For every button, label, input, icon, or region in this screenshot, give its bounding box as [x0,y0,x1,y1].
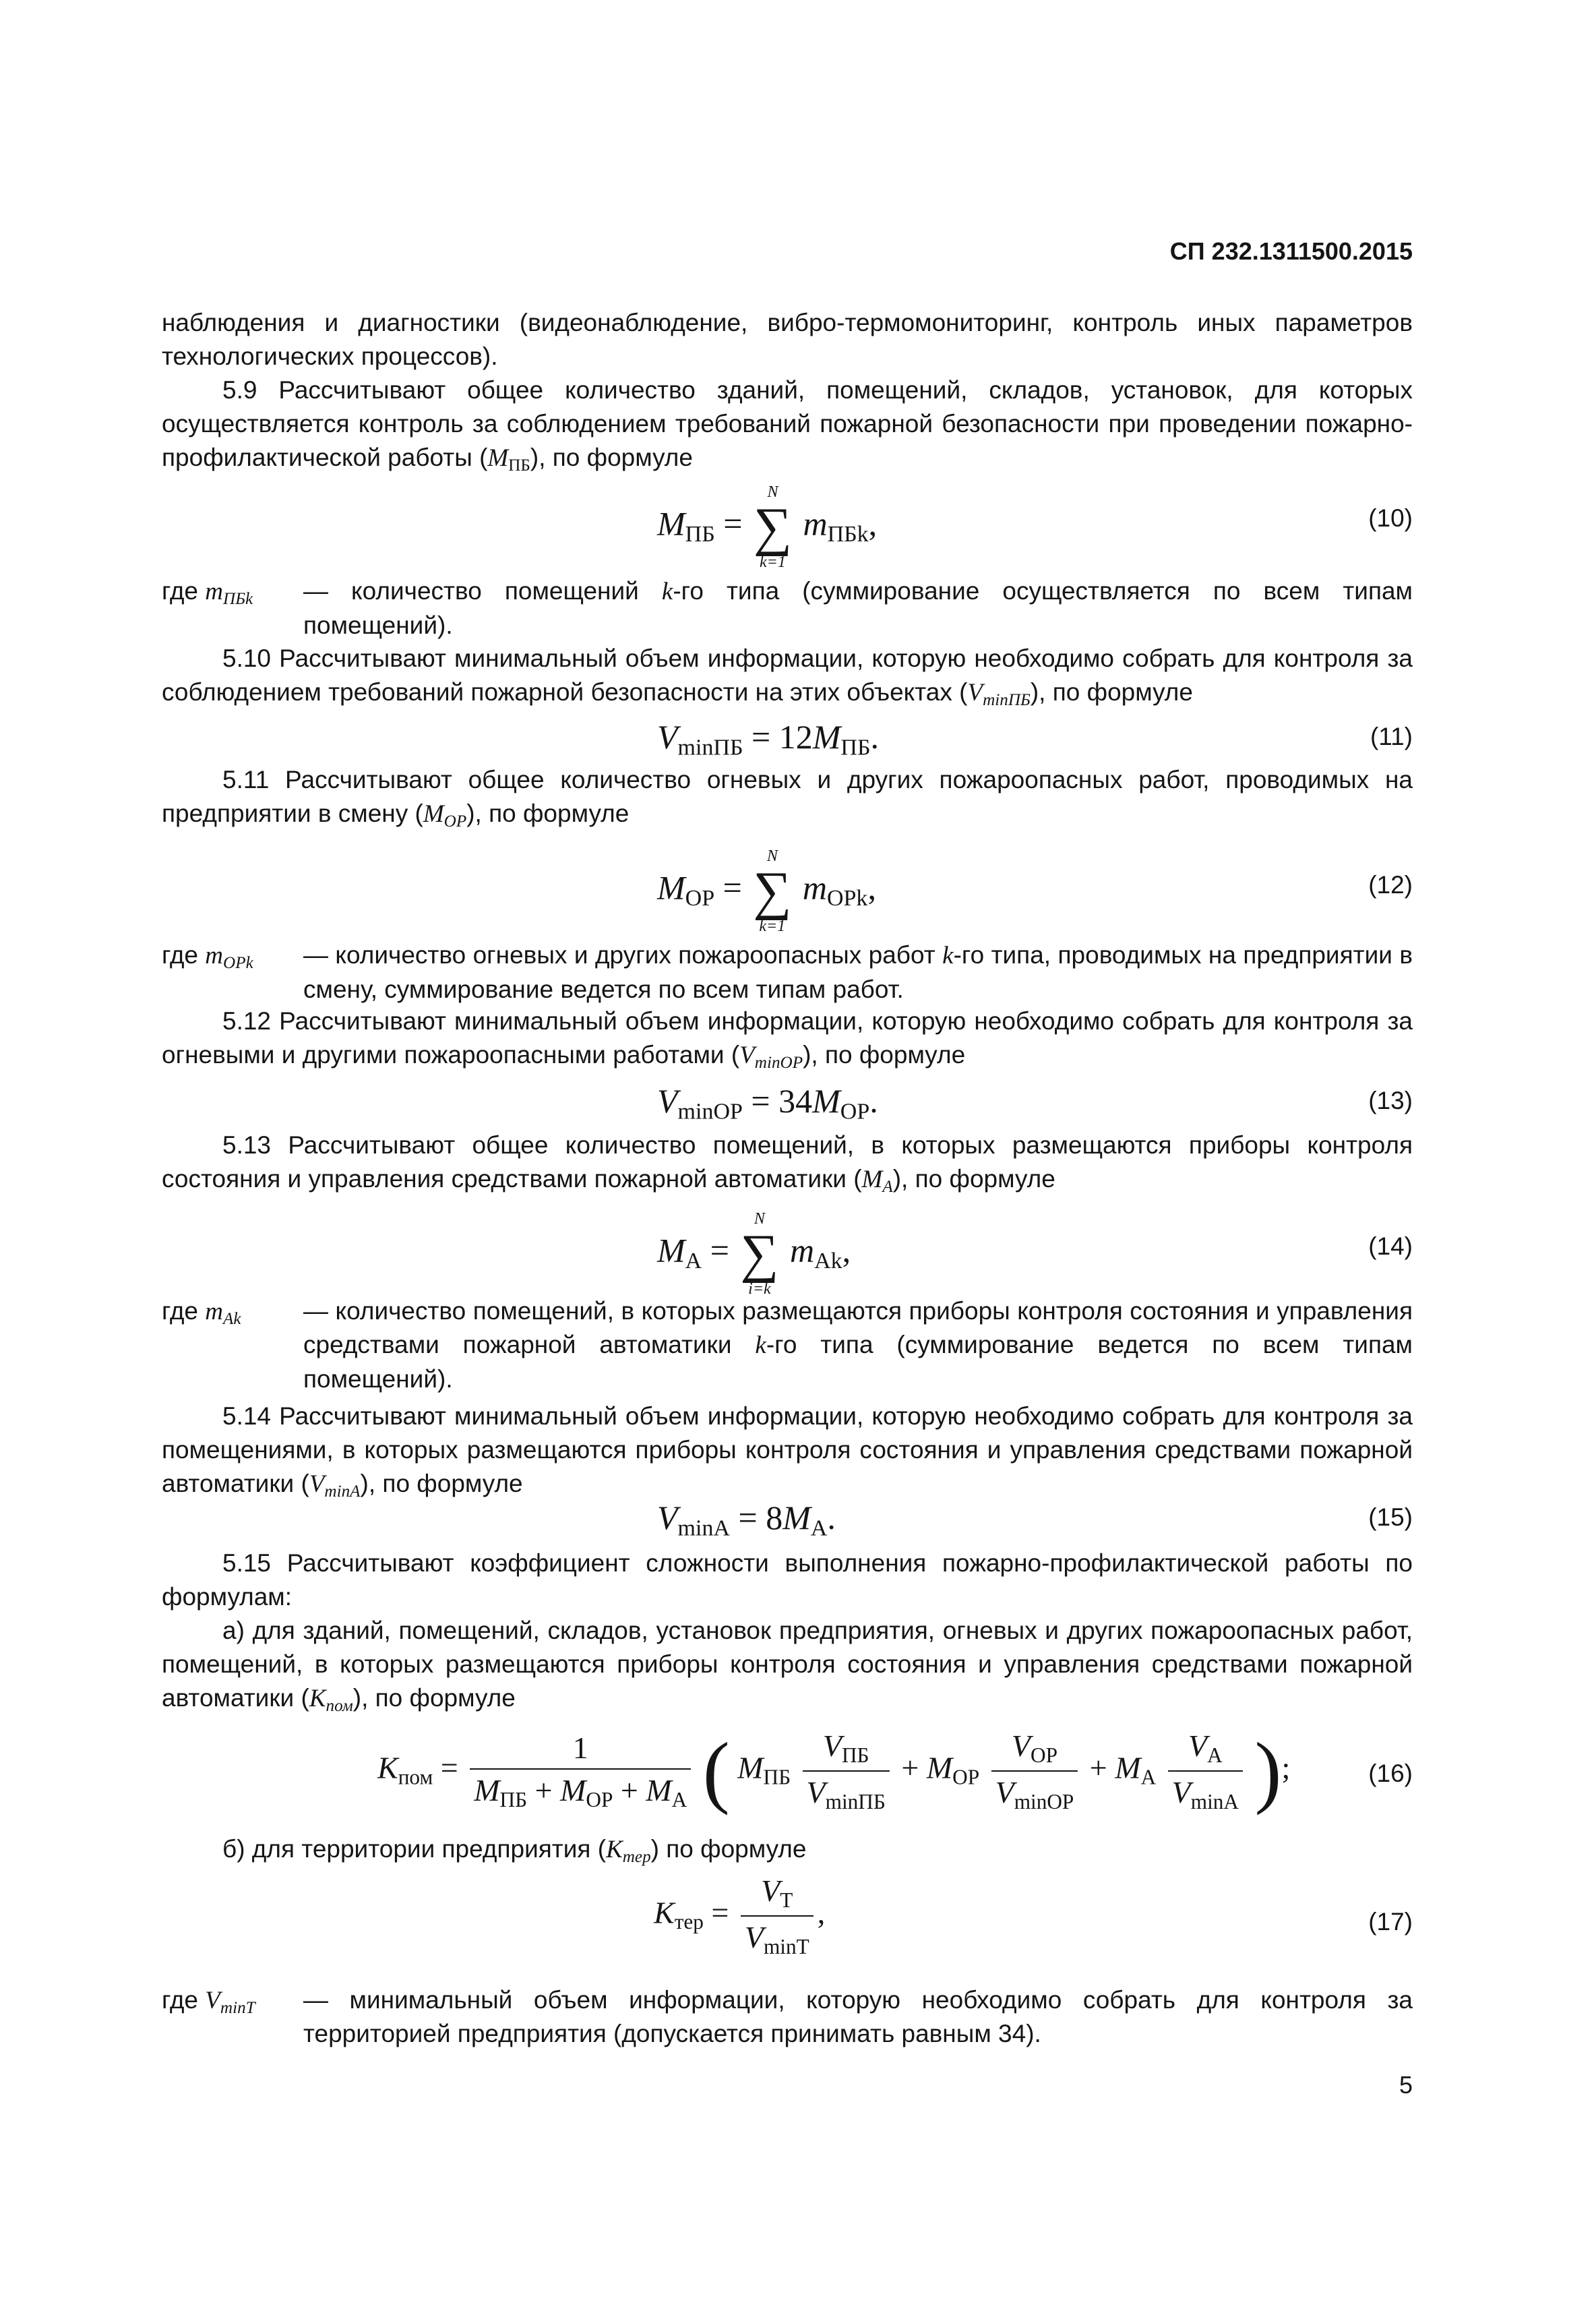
eq-number-17: (17) [1368,1908,1413,1935]
paragraph-5-14: 5.14 Рассчитывают минимальный объем информации, которую необходимо собрать для контроля за помещениями, в которых размещаются приборы контроля состояния и управления средствами пожарной автоматики $(V_{minА})$, по формуле [162,1402,1413,1501]
fraction-op: $\frac{V_{ОР}}{V_{minОР}}$ [991,1728,1078,1814]
sum-symbol: N ∑ k=1 [753,847,792,935]
fraction-a: $\frac{V_А}{V_{minА}}$ [1168,1728,1243,1814]
paragraph-5-10: 5.10 Рассчитывают минимальный объем информации, которую необходимо собрать для контроля за соблюдением требований пожарной безопасности на этих объектах $(V_{minПБ})$, по формуле [162,644,1413,710]
formula-12: $M_{ОР}$ = N ∑ k=1 $m_{ОРk}$, [657,847,876,935]
eq-number-16: (16) [1368,1760,1413,1787]
sum-symbol: N ∑ i=k [740,1210,779,1298]
paragraph-5-13: 5.13 Рассчитывают общее количество помещений, в которых размещаются приборы контроля состояния и управления средствами пожарной автоматики $(M_А)$, по формуле [162,1131,1413,1197]
definition-10: где $m_{ПБk}$ — количество помещений k-го типа (суммирование осуществляется по всем типам помещений). [162,577,1413,639]
formula-10: $M_{ПБ}$ = N ∑ k=1 $m_{ПБk}$, [657,483,878,571]
paragraph-5-15-b: б) для территории предприятия $(K_{тер})$ по формуле [222,1835,807,1867]
eq-number-10: (10) [1368,504,1413,532]
paragraph-5-15-a: а) для зданий, помещений, складов, установок предприятия, огневых и других пожароопасных работ, помещений, в которых размещаются приборы контроля состояния и управления средствами пожарной автоматики $(K_{пом})$, по формуле [162,1617,1413,1716]
formula-11: $V_{minПБ} = 12M_{ПБ}$. [657,718,879,760]
formula-17: $K_{тер}$ = $\frac{V_Т}{V_{minТ}}$ , [654,1873,826,1958]
paragraph-5-11: 5.11 Рассчитывают общее количество огневых и других пожароопасных работ, проводимых на предприятии в смену $(M_{ОР})$, по формуле [162,766,1413,831]
fraction-pb: $\frac{V_{ПБ}}{V_{minПБ}}$ [803,1728,890,1814]
paragraph-5-12: 5.12 Рассчитывают минимальный объем информации, которую необходимо собрать для контроля за огневыми и другими пожароопасными работами $(V_{minОР})$, по формуле [162,1007,1413,1073]
fraction-coefficient: $\frac{1}{M_{ПБ} + M_{ОР} + M_А}$ [470,1730,691,1812]
formula-16: $K_{пом}$ = $\frac{1}{M_{ПБ} + M_{ОР} + M_А}$ ( $M_{ПБ}$ $\frac{V_{ПБ}}{V_{minПБ}}$ + $M_{ОР}$ $\frac{V_{ОР}}{V_{minОР}}$ + $M_А$ $\frac{V_А}{V_{minА}}$ ); [377,1726,1291,1815]
p59-text: 5.9 Рассчитывают общее количество зданий, помещений, складов, установок, для которых осуществляется контроль за соблюдением требований пожарной безопасности при проведении пожарно-профилактической работы ( [162,376,1413,471]
paragraph-5-9 [162,373,1413,483]
page-number: 5 [1399,2071,1413,2099]
eq-number-14: (14) [1368,1232,1413,1260]
definition-12: где $m_{ОРk}$ — количество огневых и других пожароопасных работ k-го типа, проводимых на предприятии в смену, суммирование ведется по всем типам работ. [162,941,1413,1003]
definition-14: где $m_{Аk}$ — количество помещений, в которых размещаются приборы контроля состояния и управления средствами пожарной автоматики k-го типа (суммирование ведется по всем типам помещений). [162,1297,1413,1393]
eq-number-15: (15) [1368,1503,1413,1531]
paragraph-5-15: 5.15 Рассчитывают коэффициент сложности выполнения пожарно-профилактической работы по формулам: [162,1549,1413,1611]
p59-end: ), по формуле [530,444,693,471]
sum-symbol: N ∑ k=1 [753,483,792,571]
formula-13: $V_{minОР} = 34M_{ОР}$. [657,1082,878,1124]
document-code: СП 232.1311500.2015 [1169,237,1413,265]
paragraph-intro: наблюдения и диагностики (видеонаблюдение, вибро-термомониторинг, контроль иных параметров технологических процессов). [162,309,1413,370]
fraction-ter: $\frac{V_Т}{V_{minТ}}$ [741,1873,814,1959]
formula-14: $M_А$ = N ∑ i=k $m_{Аk}$, [657,1210,851,1298]
var-m-pb: $M_{ПБ}$ [487,444,530,475]
formula-15: $V_{minА} = 8M_А$. [657,1499,836,1541]
definition-17: где $V_{minТ}$ — минимальный объем информации, которую необходимо собрать для контроля за территорией предприятия (допускается принимать равным 34). [162,1986,1413,2047]
eq-number-11: (11) [1370,723,1413,750]
eq-number-13: (13) [1368,1087,1413,1114]
eq-number-12: (12) [1368,871,1413,899]
